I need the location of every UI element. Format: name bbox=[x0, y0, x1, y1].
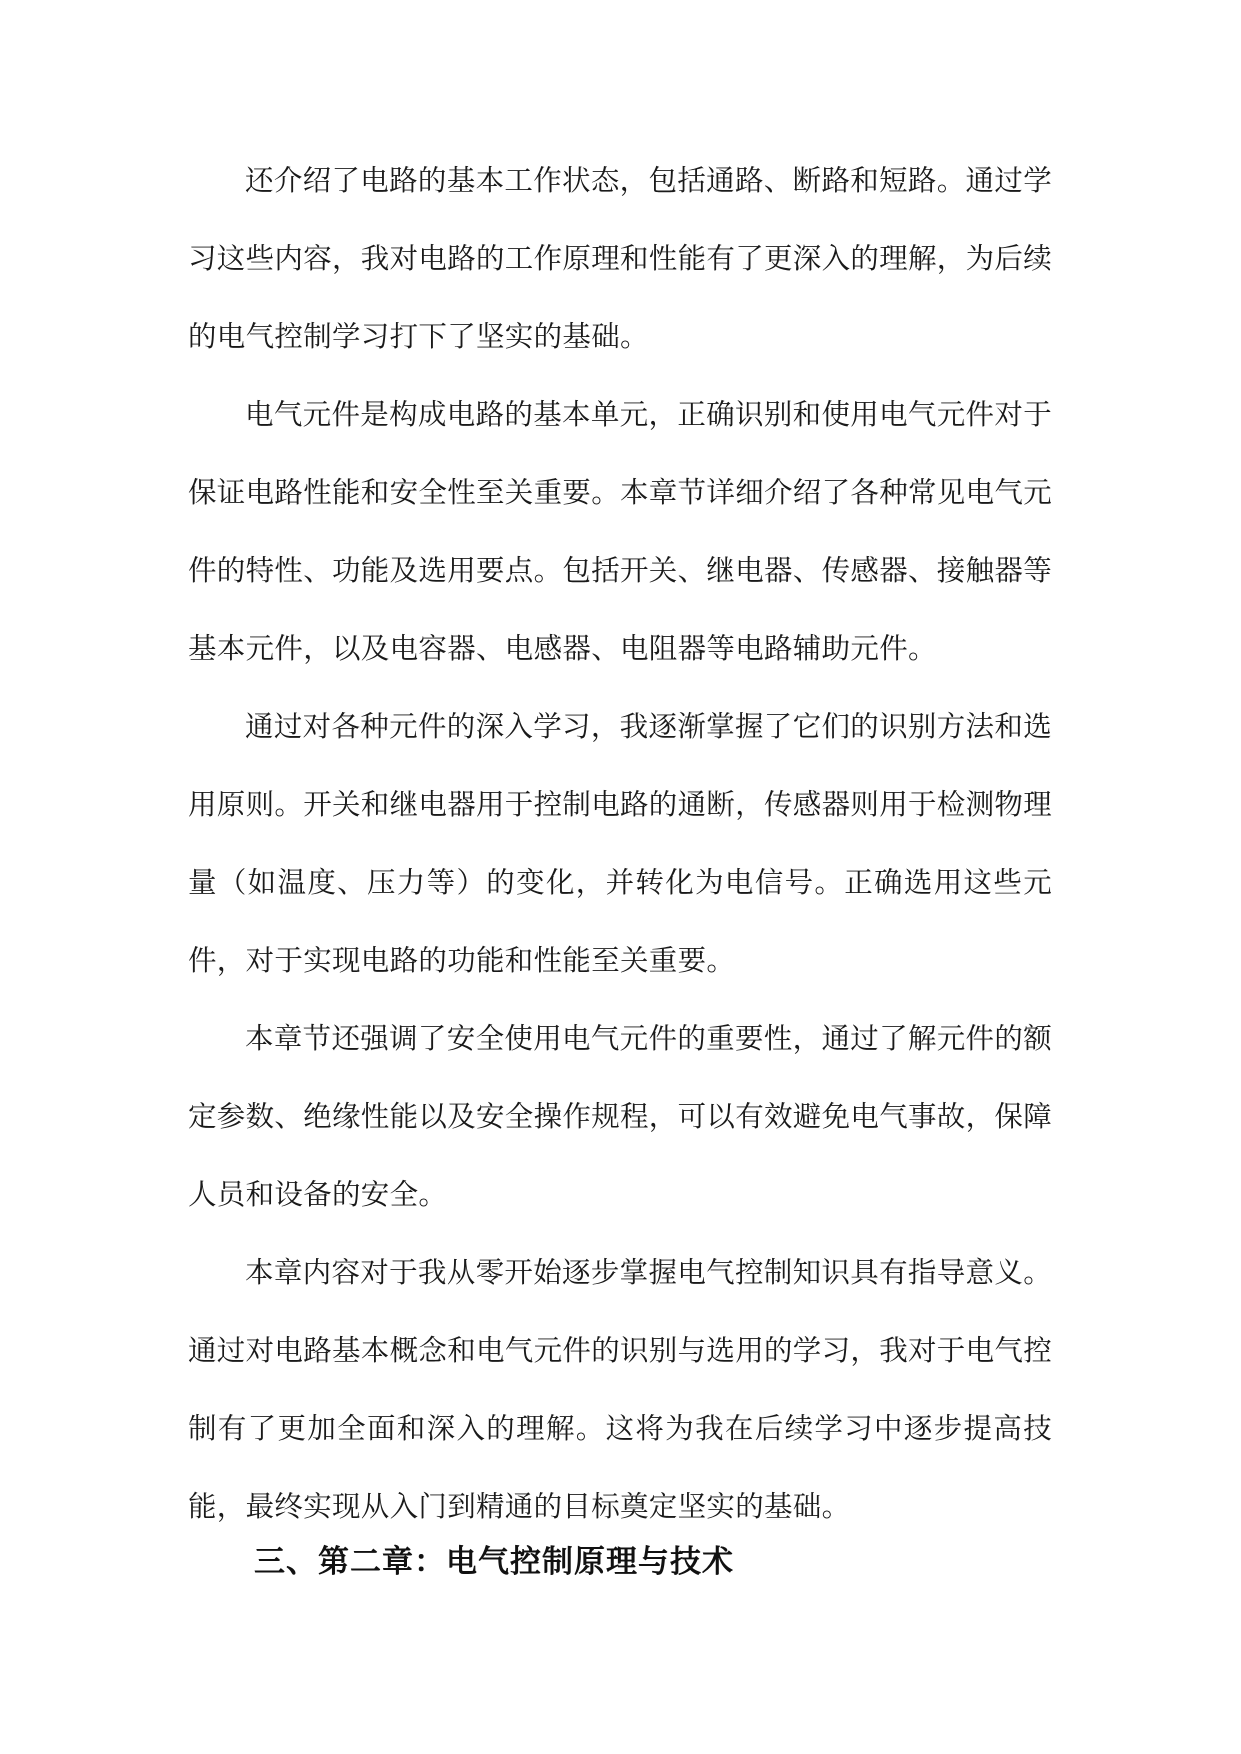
paragraph: 本章节还强调了安全使用电气元件的重要性，通过了解元件的额定参数、绝缘性能以及安全操作规程，可以有效避免电气事故，保障人员和设备的安全。 bbox=[188, 1022, 1053, 1211]
body-text bbox=[188, 142, 1052, 1546]
paragraph: 还介绍了电路的基本工作状态，包括通路、断路和短路。通过学习这些内容，我对电路的工作原理和性能有了更深入的理解，为后续的电气控制学习打下了坚实的基础。 bbox=[188, 164, 1053, 353]
paragraph: 通过对各种元件的深入学习，我逐渐掌握了它们的识别方法和选用原则。开关和继电器用于控制电路的通断，传感器则用于检测物理量（如温度、压力等）的变化，并转化为电信号。正确选用这些元件，对于实现电路的功能和性能至关重要。 bbox=[188, 710, 1053, 977]
paragraph: 电气元件是构成电路的基本单元，正确识别和使用电气元件对于保证电路性能和安全性至关重要。本章节详细介绍了各种常见电气元件的特性、功能及选用要点。包括开关、继电器、传感器、接触器等基本元件，以及电容器、电感器、电阻器等电路辅助元件。 bbox=[188, 398, 1053, 665]
paragraph: 本章内容对于我从零开始逐步掌握电气控制知识具有指导意义。通过对电路基本概念和电气元件的识别与选用的学习，我对于电气控制有了更加全面和深入的理解。这将为我在后续学习中逐步提高技能，最终实现从入门到精通的目标奠定坚实的基础。 bbox=[188, 1256, 1053, 1523]
section-heading: 三、第二章：电气控制原理与技术 bbox=[254, 1544, 734, 1580]
